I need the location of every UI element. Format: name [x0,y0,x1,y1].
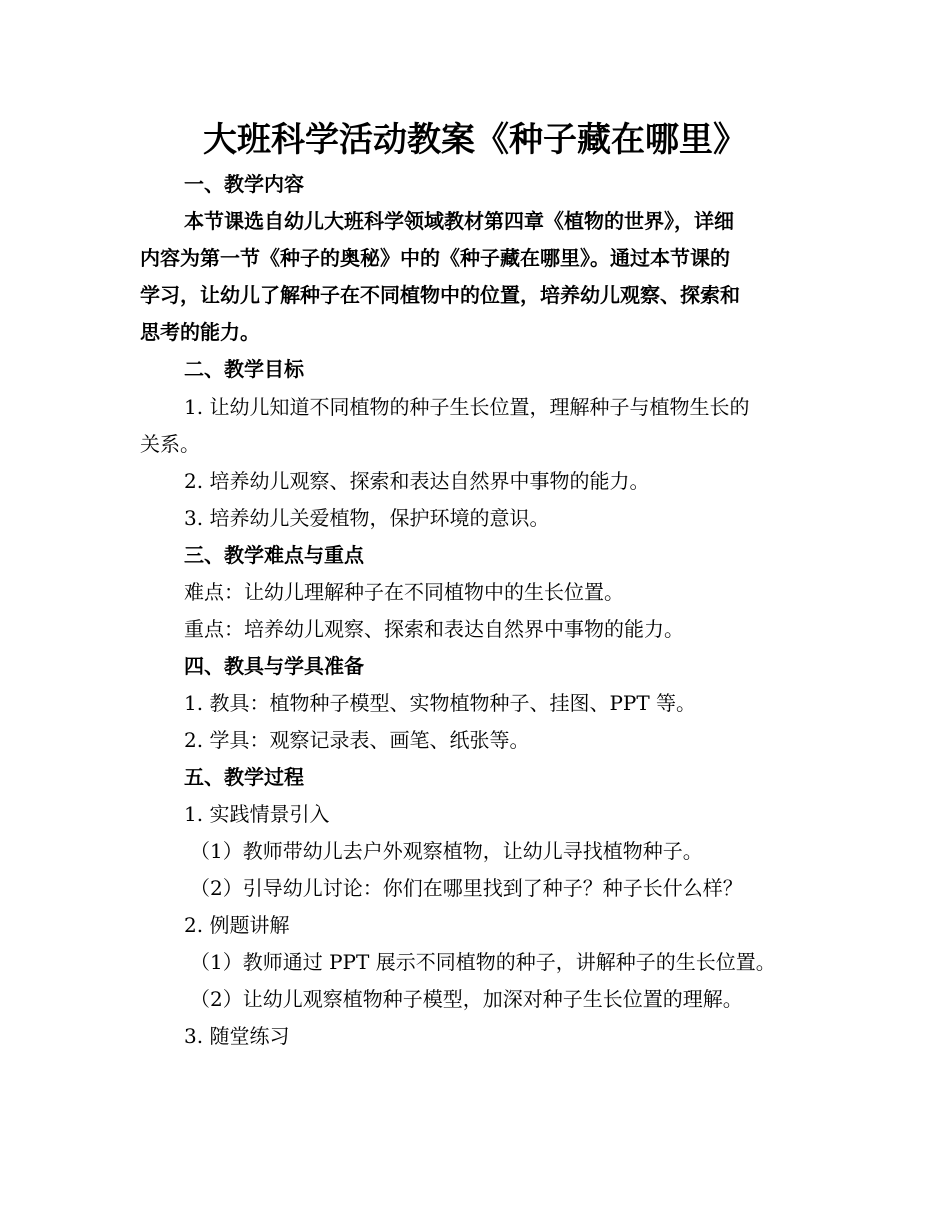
goal-item: 3. 培养幼儿关爱植物，保护环境的意识。 [184,506,550,530]
paragraph-line: 学习，让幼儿了解种子在不同植物中的位置，培养幼儿观察、探索和 [140,283,740,307]
process-substep: （1）教师通过 PPT 展示不同植物的种子，讲解种子的生长位置。 [190,950,776,974]
goal-item: 1. 让幼儿知道不同植物的种子生长位置，理解种子与植物生长的 [184,395,750,419]
section-heading-process: 五、教学过程 [184,765,304,789]
process-substep: （2）引导幼儿讨论：你们在哪里找到了种子？种子长什么样？ [190,876,743,900]
process-step: 1. 实践情景引入 [184,802,330,826]
paragraph-line: 思考的能力。 [140,320,260,344]
section-heading-content: 一、教学内容 [184,172,304,196]
section-heading-goals: 二、教学目标 [184,357,304,381]
process-substep: （1）教师带幼儿去户外观察植物，让幼儿寻找植物种子。 [190,839,703,863]
section-heading-materials: 四、教具与学具准备 [184,654,364,678]
goal-item: 2. 培养幼儿观察、探索和表达自然界中事物的能力。 [184,469,650,493]
focus-line: 重点：培养幼儿观察、探索和表达自然界中事物的能力。 [184,617,684,641]
paragraph-line: 本节课选自幼儿大班科学领域教材第四章《植物的世界》，详细 [184,209,734,233]
difficulty-line: 难点：让幼儿理解种子在不同植物中的生长位置。 [184,580,624,604]
process-substep: （2）让幼儿观察植物种子模型，加深对种子生长位置的理解。 [190,987,743,1011]
goal-item-continuation: 关系。 [140,432,200,456]
materials-item: 1. 教具：植物种子模型、实物植物种子、挂图、PPT 等。 [184,691,697,715]
process-step: 3. 随堂练习 [184,1024,290,1048]
paragraph-line: 内容为第一节《种子的奥秘》中的《种子藏在哪里》。通过本节课的 [140,246,730,270]
section-heading-key-points: 三、教学难点与重点 [184,543,364,567]
materials-item: 2. 学具：观察记录表、画笔、纸张等。 [184,728,530,752]
document-title: 大班科学活动教案《种子藏在哪里》 [203,120,747,160]
process-step: 2. 例题讲解 [184,913,290,937]
